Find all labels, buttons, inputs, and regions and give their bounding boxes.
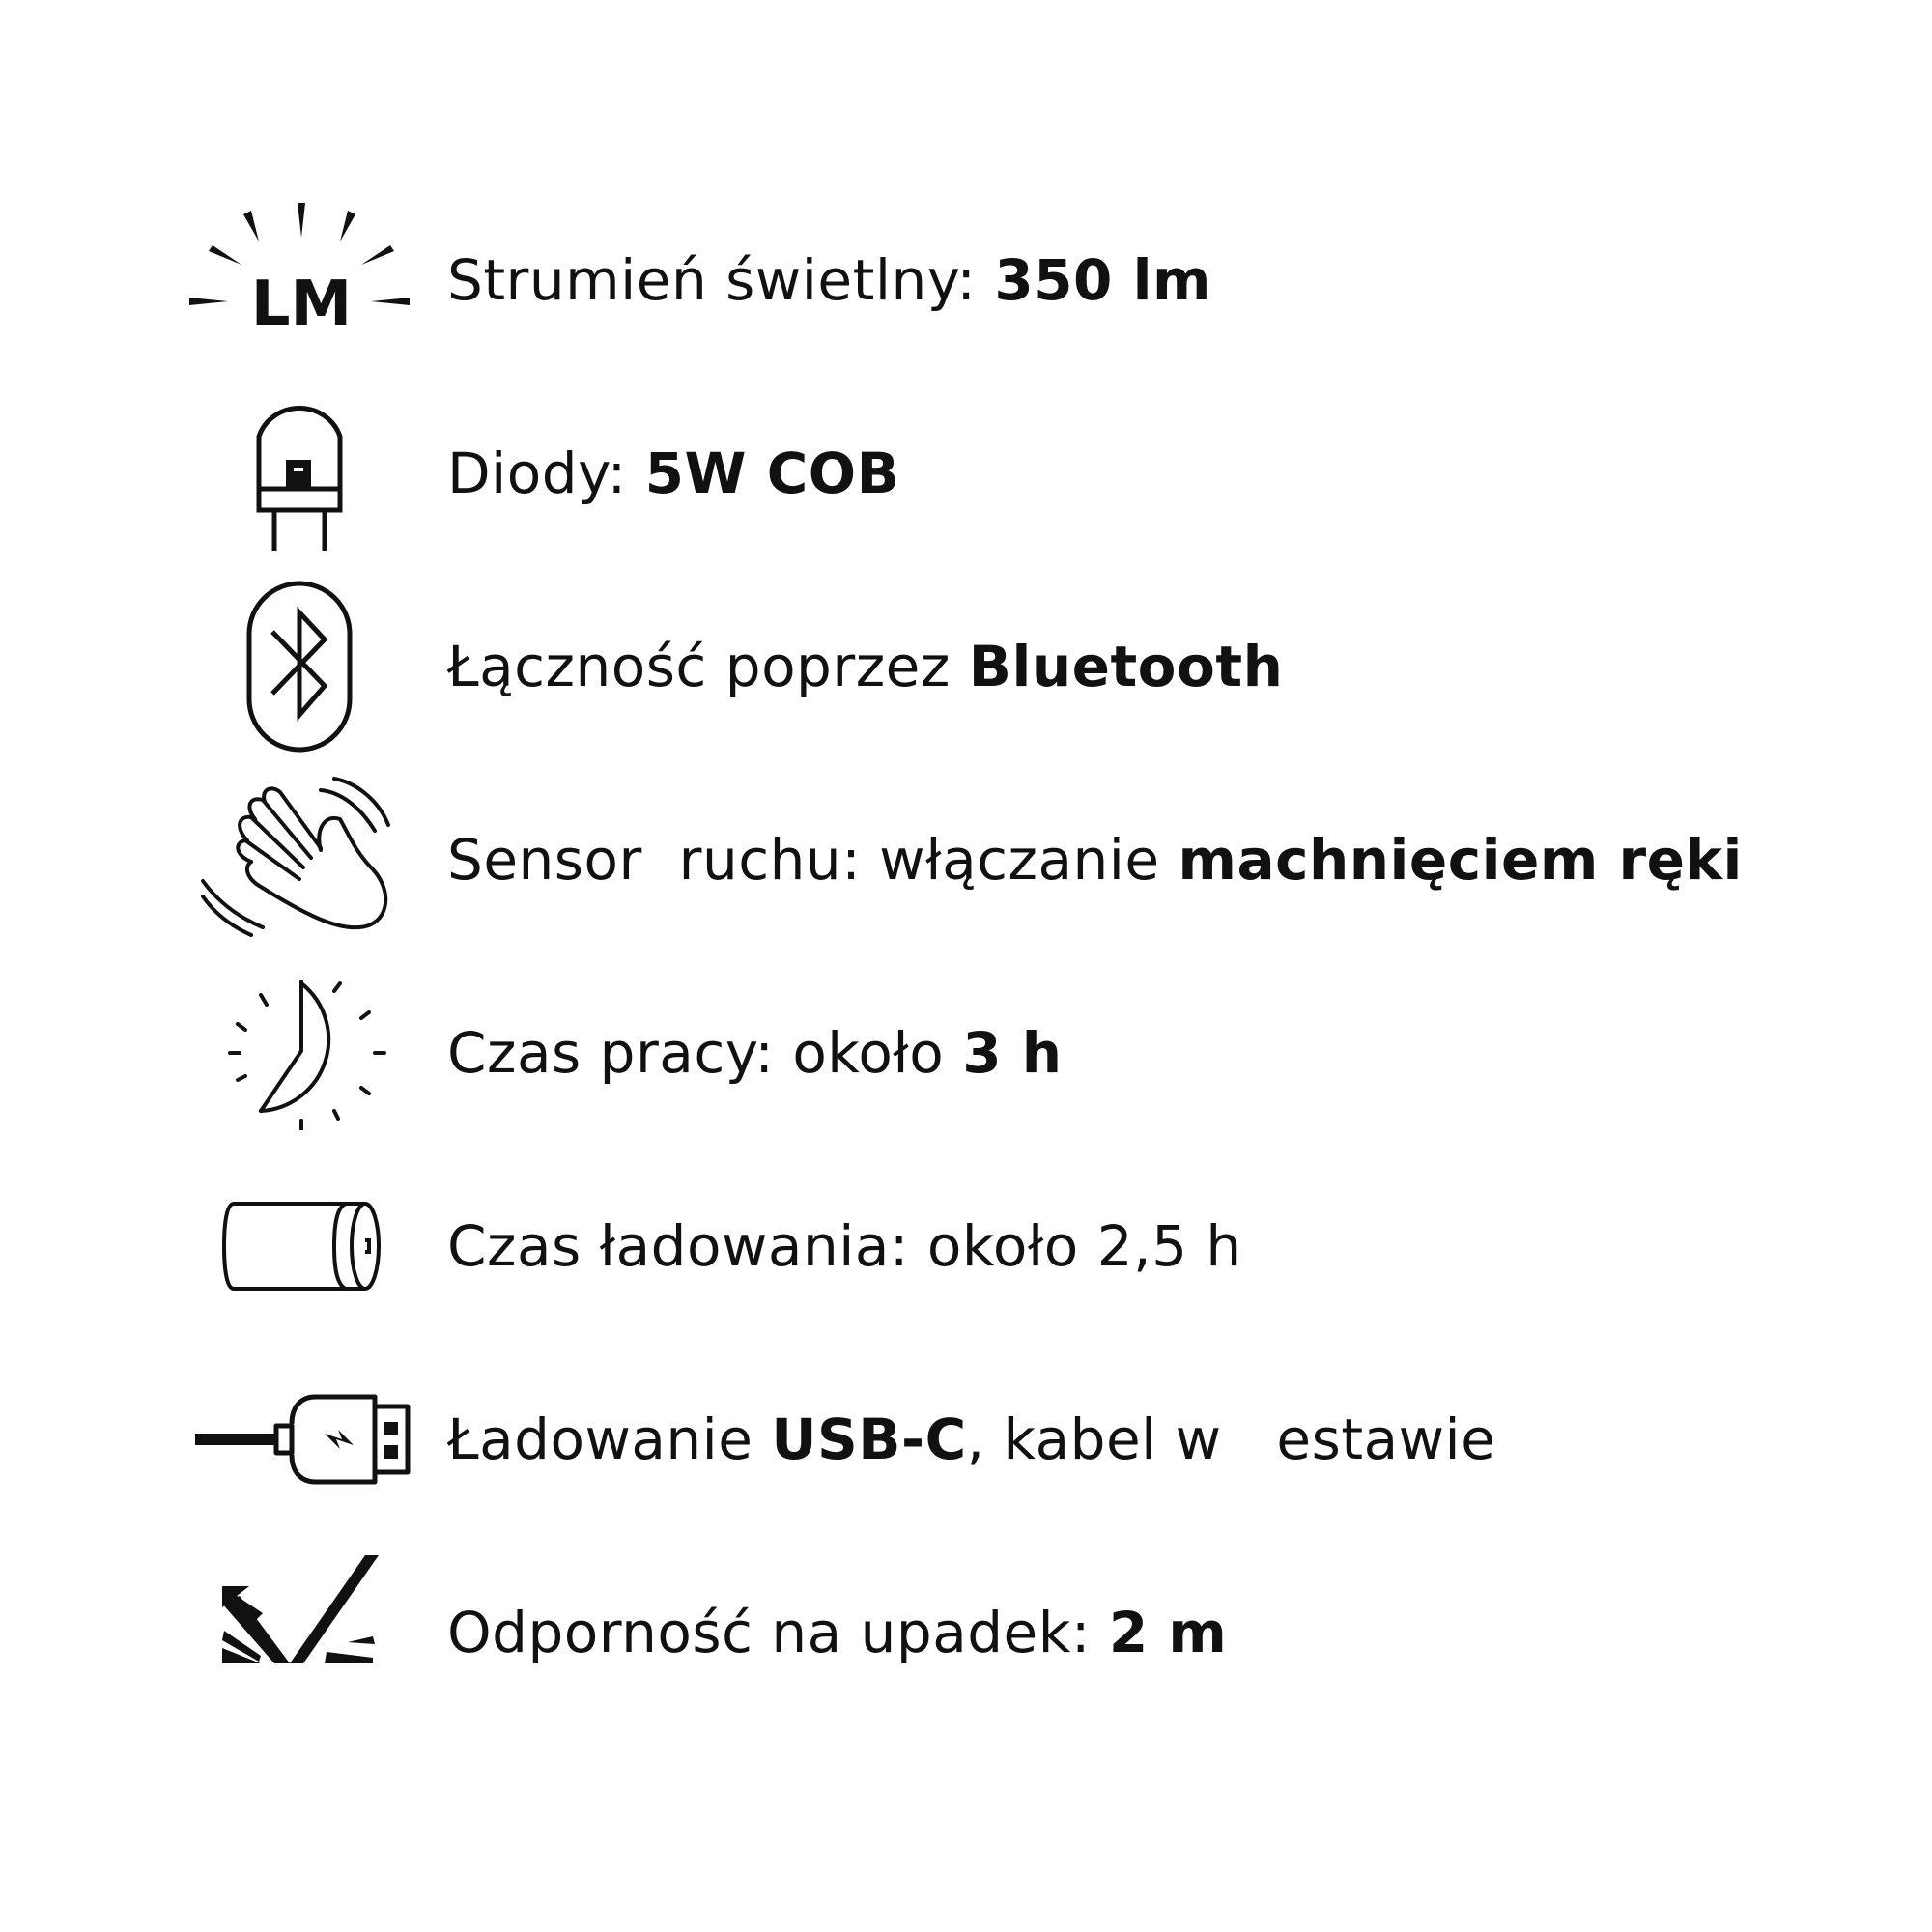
spec-text-lumens (447, 247, 1211, 313)
hand-wave-icon (135, 782, 444, 937)
lumen-icon (135, 203, 444, 357)
spec-value: 350 lm (994, 247, 1211, 313)
bluetooth-icon (135, 589, 444, 744)
spec-row-drop (0, 1555, 1932, 1710)
spec-label: Czas pracy: około (447, 1020, 963, 1086)
led-diode-icon (135, 396, 444, 551)
drop-resistance-icon (135, 1555, 444, 1710)
usb-plug-icon (135, 1362, 444, 1517)
timer-icon (135, 976, 444, 1130)
spec-value: 5W COB (644, 440, 900, 506)
spec-label: Strumień świetlny: (447, 247, 995, 313)
spec-row-runtime (0, 976, 1932, 1130)
spec-value: 2 m (1108, 1600, 1228, 1665)
spec-label: Odporność na upadek: (447, 1600, 1109, 1665)
battery-icon (135, 1169, 444, 1323)
spec-label: Czas ładowania: około 2,5 h (447, 1213, 1242, 1279)
spec-label: Łączność poprzez (447, 634, 969, 699)
spec-text-usb (447, 1406, 1496, 1472)
spec-row-diodes (0, 396, 1932, 551)
spec-text-charging-time (447, 1213, 1242, 1279)
spec-text-runtime (447, 1020, 1063, 1086)
spec-row-charging-time (0, 1169, 1932, 1323)
spec-label: Diody: (447, 440, 645, 506)
spec-row-bluetooth (0, 589, 1932, 744)
spec-label: Ładowanie (447, 1406, 772, 1472)
spec-text-drop (447, 1600, 1228, 1665)
spec-row-lumens (0, 203, 1932, 357)
spec-text-bluetooth (447, 634, 1284, 699)
spec-value: Bluetooth (968, 634, 1284, 699)
spec-value: machnięciem ręki (1178, 827, 1743, 893)
spec-value: 3 h (962, 1020, 1063, 1086)
spec-suffix: , kabel w estawie (966, 1406, 1496, 1472)
spec-value: USB-C (771, 1406, 967, 1472)
spec-row-sensor (0, 782, 1932, 937)
spec-text-diodes (447, 440, 900, 506)
lumen-icon-label: LM (250, 269, 353, 340)
spec-label: Sensor ruchu: włączanie (447, 827, 1179, 893)
spec-row-usb (0, 1362, 1932, 1517)
spec-text-sensor (447, 827, 1743, 893)
